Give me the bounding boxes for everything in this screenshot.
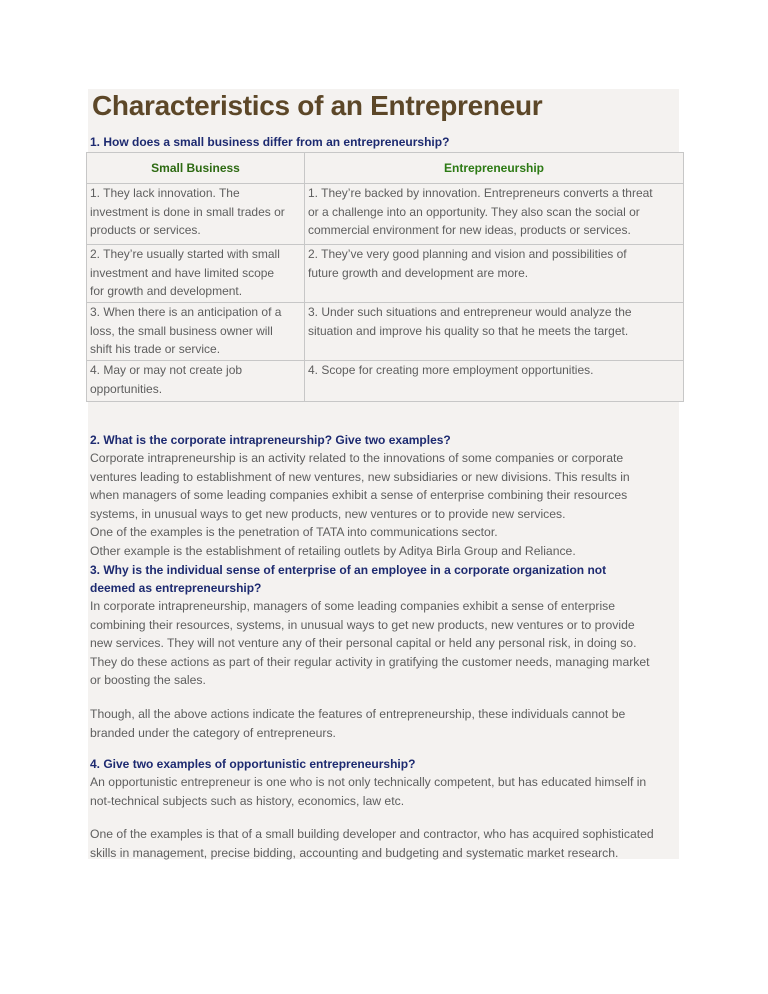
cell-entrepreneurship: 1. They’re backed by innovation. Entrepreneurs converts a threat or a challenge into an opportunity. They also scan the social or commercial environment for new ideas, products or services.: [305, 184, 684, 245]
cell-entrepreneurship: 3. Under such situations and entrepreneur would analyze the situation and improve his quality so that he meets the target.: [305, 303, 684, 361]
question-3: 3. Why is the individual sense of enterprise of an employee in a corporate organization not deemed as entrepreneurship?: [90, 563, 607, 595]
answer-3-paragraph-1: In corporate intrapreneurship, managers of some leading companies exhibit a sense of enterprise combining their resources, systems, in unusual ways to get new products, new ventures or to provide new services. They will not venture any of their personal capital or held any personal risk, in doing so. They do these actions as part of their regular activity in gratifying the customer needs, managing market or boosting the sales.: [90, 599, 650, 687]
comparison-table: [86, 152, 684, 402]
answer-4-paragraph-1: An opportunistic entrepreneur is one who is not only technically competent, but has educated himself in not-technical subjects such as history, economics, law etc.: [90, 775, 647, 808]
table-row: [87, 361, 684, 402]
answer-3-paragraph-2: Though, all the above actions indicate the features of entrepreneurship, these individuals cannot be branded under the category of entrepreneurs.: [90, 707, 626, 740]
question-1: 1. How does a small business differ from an entrepreneurship?: [90, 135, 450, 149]
header-entrepreneurship: Entrepreneurship: [305, 153, 684, 184]
cell-entrepreneurship: 4. Scope for creating more employment opportunities.: [305, 361, 684, 402]
cell-small: 4. May or may not create job opportunities.: [87, 361, 305, 402]
answer-4-paragraph-2: One of the examples is that of a small building developer and contractor, who has acquired sophisticated skills in management, precise bidding, accounting and budgeting and systematic market research.: [90, 827, 654, 860]
table-header-row: [87, 153, 684, 184]
question-4: 4. Give two examples of opportunistic entrepreneurship?: [90, 757, 416, 771]
table-row: [87, 184, 684, 245]
table-row: [87, 245, 684, 303]
table-row: [87, 303, 684, 361]
page-title: Characteristics of an Entrepreneur: [92, 90, 543, 121]
cell-entrepreneurship: 2. They’ve very good planning and vision and possibilities of future growth and development are more.: [305, 245, 684, 303]
cell-small: 1. They lack innovation. The investment is done in small trades or products or services.: [87, 184, 305, 245]
cell-small: 3. When there is an anticipation of a loss, the small business owner will shift his trade or service.: [87, 303, 305, 361]
question-2: 2. What is the corporate intrapreneurship? Give two examples?: [90, 433, 451, 447]
cell-small: 2. They’re usually started with small investment and have limited scope for growth and development.: [87, 245, 305, 303]
answer-2: Corporate intrapreneurship is an activity related to the innovations of some companies or corporate ventures leading to establishment of new ventures, new subsidiaries or new divisions. This results in when managers of some leading companies exhibit a sense of enterprise combining their resources systems, in unusual ways to get new products, new ventures or to provide new services. One of the examples is the penetration of TATA into communications sector. Other example is the establishment of retailing outlets by Aditya Birla Group and Reliance.: [90, 451, 630, 558]
header-small-business: Small Business: [87, 153, 305, 184]
